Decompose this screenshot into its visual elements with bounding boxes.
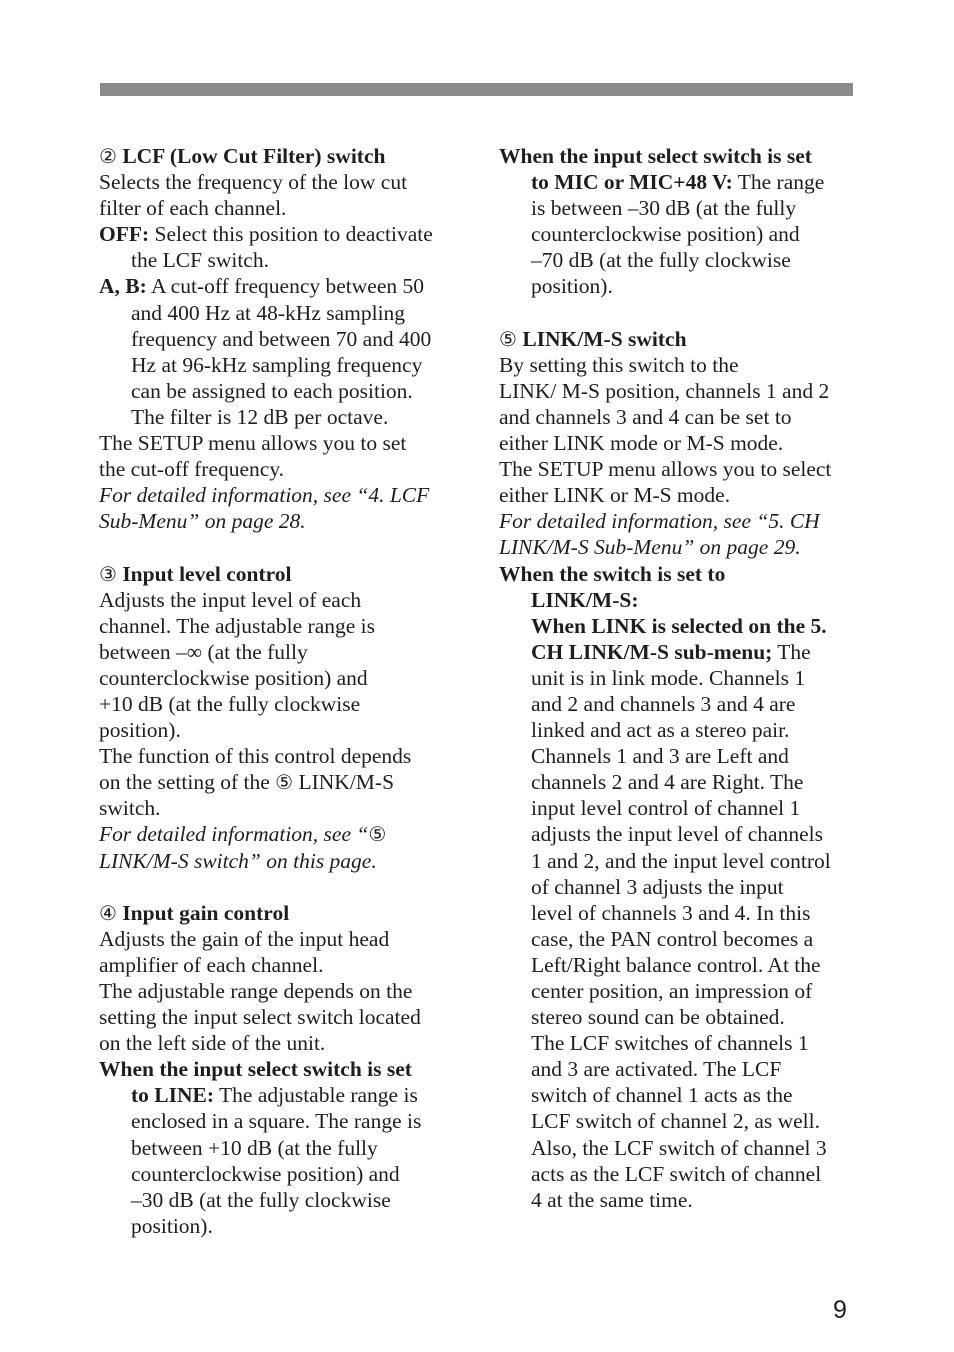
lcf-off-line <box>99 221 471 247</box>
page-number: 9 <box>833 1296 847 1324</box>
gain-heading <box>99 900 471 926</box>
link-heading <box>499 326 871 352</box>
lcf-ab-rest-4: can be assigned to each position. <box>131 378 413 403</box>
lcf-setup-1: The SETUP menu allows you to set <box>99 431 407 456</box>
gain-line-rest-3: counterclockwise position) and <box>131 1161 400 1186</box>
gain-desc-3: The adjustable range depends on the <box>99 979 413 1003</box>
gain-desc-2: amplifier of each channel. <box>99 952 324 977</box>
gain-line-rest-1: enclosed in a square. The range is <box>131 1109 422 1134</box>
lcf-ab-rest-5: The filter is 12 dB per octave. <box>131 404 389 429</box>
link-body-14: stereo sound can be obtained. <box>531 1005 785 1030</box>
gain-line-head <box>99 1056 471 1082</box>
link-body-10: level of channels 3 and 4. In this <box>531 900 811 925</box>
right-column <box>499 143 871 1213</box>
link-when-first: The <box>772 639 811 664</box>
mic-first: The range <box>732 170 825 195</box>
link-desc-6: either LINK or M-S mode. <box>499 483 731 508</box>
link-when-head-text: When the switch is set to <box>499 561 726 586</box>
link-desc-4: either LINK mode or M-S mode. <box>499 431 784 456</box>
header-rule <box>100 83 853 96</box>
level-ref-text: For detailed information, see “ <box>99 822 369 847</box>
level-setting-text-b: LINK/M-S <box>293 770 395 795</box>
mic-rest-1: is between –30 dB (at the fully <box>531 196 797 221</box>
gain-heading-text: Input gain control <box>122 900 290 925</box>
link-when-sub-2-text: When LINK is selected on the 5. <box>531 613 827 638</box>
level-desc-2: channel. The adjustable range is <box>99 613 376 638</box>
mic-label: to MIC or MIC+48 V: <box>531 170 733 195</box>
link-body-9: of channel 3 adjusts the input <box>531 874 784 899</box>
link-body-17: switch of channel 1 acts as the <box>531 1083 793 1108</box>
link-body-5: channels 2 and 4 are Right. The <box>531 770 804 795</box>
gain-num: ④ <box>99 900 117 925</box>
level-heading <box>99 561 471 587</box>
lcf-num: ② <box>99 144 117 168</box>
link-when-sub-2 <box>499 613 871 639</box>
link-desc-1: By setting this switch to the <box>499 352 739 377</box>
left-column <box>99 143 471 1239</box>
mic-head <box>499 143 871 169</box>
link-when-label-line <box>499 639 871 665</box>
link-body-15: The LCF switches of channels 1 <box>531 1031 809 1056</box>
level-ref-num: ⑤ <box>368 822 387 847</box>
link-body-19: Also, the LCF switch of channel 3 <box>531 1135 827 1160</box>
lcf-ab-label: A, B: <box>99 274 147 299</box>
mic-rest-2: counterclockwise position) and <box>531 222 800 247</box>
gain-line-label-line <box>99 1082 471 1108</box>
link-body-18: LCF switch of channel 2, as well. <box>531 1109 821 1134</box>
link-body-20: acts as the LCF switch of channel <box>531 1161 822 1186</box>
link-body-16: and 3 are activated. The LCF <box>531 1057 782 1082</box>
gain-desc-4: setting the input select switch located <box>99 1005 421 1030</box>
link-ref-2: LINK/M-S Sub-Menu” on page 29. <box>499 535 801 560</box>
link-when-head <box>499 561 871 587</box>
link-body-7: adjusts the input level of channels <box>531 822 823 847</box>
gain-line-rest-2: between +10 dB (at the fully <box>131 1135 378 1160</box>
level-num: ③ <box>99 561 117 586</box>
link-heading-text: LINK/M-S switch <box>522 326 687 351</box>
level-heading-text: Input level control <box>122 561 292 586</box>
lcf-heading-text: LCF (Low Cut Filter) switch <box>122 144 386 168</box>
lcf-ab-line <box>99 273 471 299</box>
link-when-label: CH LINK/M-S sub-menu; <box>531 639 773 664</box>
link-ref-1: For detailed information, see “5. CH <box>499 509 820 534</box>
level-setting-num: ⑤ <box>275 770 294 795</box>
link-body-6: input level control of channel 1 <box>531 796 801 821</box>
gain-desc-1: Adjusts the gain of the input head <box>99 926 390 951</box>
gain-line-rest-4: –30 dB (at the fully clockwise <box>131 1187 391 1212</box>
link-body-21: 4 at the same time. <box>531 1187 693 1212</box>
level-setting-end: switch. <box>99 796 161 821</box>
link-body-13: center position, an impression of <box>531 979 813 1003</box>
link-when-sub-1 <box>499 587 871 613</box>
link-desc-3: and channels 3 and 4 can be set to <box>499 404 792 429</box>
lcf-ref-2: Sub-Menu” on page 28. <box>99 509 306 534</box>
lcf-ab-text: A cut-off frequency between 50 <box>146 274 424 299</box>
lcf-intro-2: filter of each channel. <box>99 196 287 221</box>
lcf-ab-rest-1: and 400 Hz at 48-kHz sampling <box>131 300 406 325</box>
link-body-11: case, the PAN control becomes a <box>531 926 814 951</box>
lcf-off-text: Select this position to deactivate <box>149 222 433 247</box>
lcf-ref-1: For detailed information, see “4. LCF <box>99 483 430 508</box>
link-body-4: Channels 1 and 3 are Left and <box>531 744 789 769</box>
lcf-intro-1: Selects the frequency of the low cut <box>99 170 408 195</box>
link-desc-2: LINK/ M-S position, channels 1 and 2 <box>499 378 830 403</box>
level-setting-line <box>99 769 471 795</box>
level-desc-3: between –∞ (at the fully <box>99 639 308 664</box>
level-ref-1 <box>99 821 471 847</box>
mic-rest-3: –70 dB (at the fully clockwise <box>531 248 791 273</box>
link-body-1: unit is in link mode. Channels 1 <box>531 665 806 690</box>
lcf-ab-rest-2: frequency and between 70 and 400 <box>131 326 432 351</box>
lcf-off-label: OFF: <box>99 222 150 247</box>
lcf-heading <box>99 143 471 169</box>
link-body-8: 1 and 2, and the input level control <box>531 848 831 873</box>
level-ref-2: LINK/M-S switch” on this page. <box>99 848 377 873</box>
mic-rest-4: position). <box>531 274 613 299</box>
link-body-12: Left/Right balance control. At the <box>531 952 821 977</box>
level-desc-4: counterclockwise position) and <box>99 665 368 690</box>
link-when-sub-1-text: LINK/M-S: <box>531 587 639 612</box>
level-desc-6: position). <box>99 718 181 743</box>
link-body-2: and 2 and channels 3 and 4 are <box>531 691 796 716</box>
lcf-setup-2: the cut-off frequency. <box>99 457 285 482</box>
lcf-off-rest: the LCF switch. <box>131 248 269 273</box>
level-setting-text: on the setting of the <box>99 770 276 795</box>
link-desc-5: The SETUP menu allows you to select <box>499 457 832 482</box>
gain-line-first: The adjustable range is <box>214 1083 418 1108</box>
gain-line-head-text: When the input select switch is set <box>99 1057 412 1082</box>
gain-desc-5: on the left side of the unit. <box>99 1031 326 1056</box>
gain-line-rest-5: position). <box>131 1213 213 1238</box>
level-desc-7: The function of this control depends <box>99 744 412 769</box>
gain-line-label: to LINE: <box>131 1083 215 1108</box>
mic-head-text: When the input select switch is set <box>499 144 812 168</box>
level-desc-1: Adjusts the input level of each <box>99 587 362 612</box>
link-body-3: linked and act as a stereo pair. <box>531 718 790 743</box>
level-desc-5: +10 dB (at the fully clockwise <box>99 691 361 716</box>
mic-label-line <box>499 169 871 195</box>
lcf-ab-rest-3: Hz at 96-kHz sampling frequency <box>131 352 423 377</box>
link-num: ⑤ <box>499 326 517 351</box>
